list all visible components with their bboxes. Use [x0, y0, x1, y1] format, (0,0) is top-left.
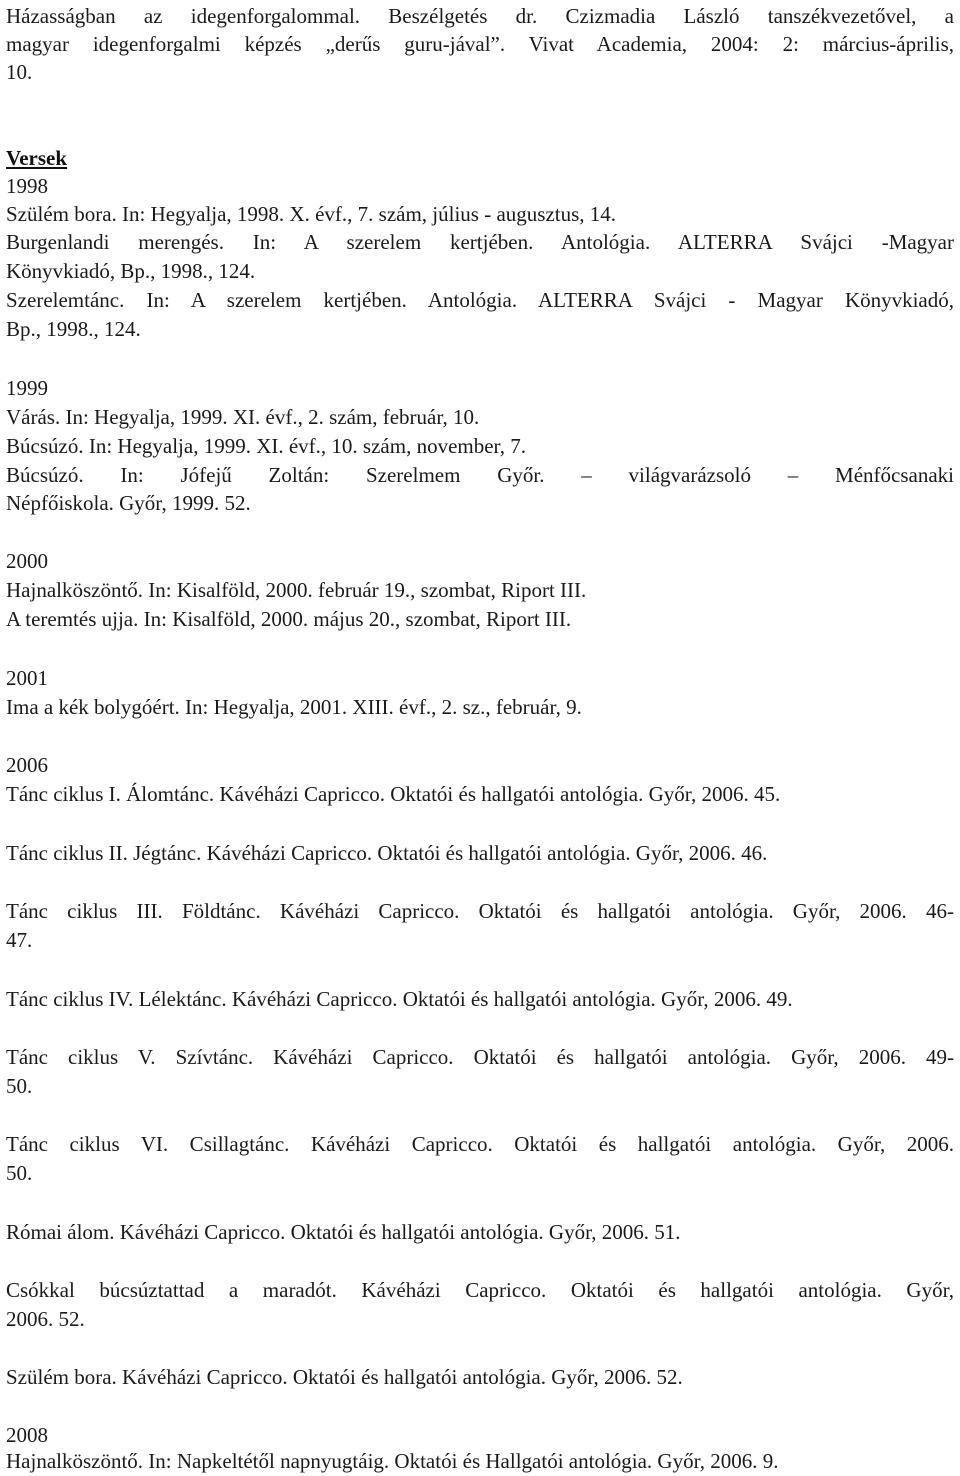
bibliography-entry: Római álom. Kávéházi Capricco. Oktatói és hallgatói antológia. Győr, 2006. 51.: [6, 1220, 681, 1244]
year-heading-2006: 2006: [6, 753, 48, 777]
bibliography-entry-continuation: 2006. 52.: [6, 1307, 85, 1331]
bibliography-entry: Tánc ciklus I. Álomtánc. Kávéházi Capricco. Oktatói és hallgatói antológia. Győr, 2006. 45.: [6, 782, 781, 806]
bibliography-entry-continuation: 50.: [6, 1074, 33, 1098]
year-heading-2001: 2001: [6, 666, 48, 690]
intro-line: Házasságban az idegenforgalommal. Beszélgetés dr. Czizmadia László tanszékvezetővel, a: [6, 4, 954, 28]
section-heading-versek: Versek: [6, 146, 68, 170]
bibliography-entry: Hajnalköszöntő. In: Kisalföld, 2000. február 19., szombat, Riport III.: [6, 578, 587, 602]
bibliography-entry: A teremtés ujja. In: Kisalföld, 2000. május 20., szombat, Riport III.: [6, 607, 572, 631]
bibliography-entry: Szerelemtánc. In: A szerelem kertjében. Antológia. ALTERRA Svájci - Magyar Könyvkiadó,: [6, 288, 954, 312]
bibliography-entry-continuation: 47.: [6, 928, 33, 952]
bibliography-entry: Búcsúzó. In: Jófejű Zoltán: Szerelmem Győr. – világvarázsoló – Ménfőcsanaki: [6, 463, 954, 487]
year-heading-1999: 1999: [6, 376, 48, 400]
bibliography-entry: Tánc ciklus VI. Csillagtánc. Kávéházi Capricco. Oktatói és hallgatói antológia. Győr, 2006.: [6, 1132, 954, 1156]
bibliography-entry-continuation: Népfőiskola. Győr, 1999. 52.: [6, 491, 251, 515]
bibliography-entry: Tánc ciklus V. Szívtánc. Kávéházi Capricco. Oktatói és hallgatói antológia. Győr, 2006. 49-: [6, 1045, 954, 1069]
intro-line: 10.: [6, 60, 33, 84]
bibliography-entry: Szülém bora. Kávéházi Capricco. Oktatói és hallgatói antológia. Győr, 2006. 52.: [6, 1365, 683, 1389]
bibliography-entry: Hajnalköszöntő. In: Napkeltétől napnyugtáig. Oktatói és Hallgatói antológia. Győr, 2006. 9.: [6, 1449, 779, 1473]
bibliography-entry: Csókkal búcsúztattad a maradót. Kávéházi Capricco. Oktatói és hallgatói antológia. Győr,: [6, 1278, 954, 1302]
bibliography-entry: Tánc ciklus III. Földtánc. Kávéházi Capricco. Oktatói és hallgatói antológia. Győr, 2006. 46-: [6, 899, 954, 923]
bibliography-entry-continuation: Bp., 1998., 124.: [6, 317, 141, 341]
bibliography-entry: Búcsúzó. In: Hegyalja, 1999. XI. évf., 10. szám, november, 7.: [6, 434, 526, 458]
bibliography-entry: Ima a kék bolygóért. In: Hegyalja, 2001. XIII. évf., 2. sz., február, 9.: [6, 695, 582, 719]
bibliography-entry: Burgenlandi merengés. In: A szerelem kertjében. Antológia. ALTERRA Svájci -Magyar: [6, 230, 954, 254]
bibliography-entry: Tánc ciklus IV. Lélektánc. Kávéházi Capricco. Oktatói és hallgatói antológia. Győr, 2006. 49.: [6, 987, 793, 1011]
year-heading-2008: 2008: [6, 1423, 48, 1447]
bibliography-entry-continuation: Könyvkiadó, Bp., 1998., 124.: [6, 259, 256, 283]
year-heading-1998: 1998: [6, 174, 48, 198]
year-heading-2000: 2000: [6, 549, 48, 573]
bibliography-entry: Tánc ciklus II. Jégtánc. Kávéházi Capricco. Oktatói és hallgatói antológia. Győr, 2006. 46.: [6, 841, 768, 865]
intro-line: magyar idegenforgalmi képzés „derűs guru-jával”. Vivat Academia, 2004: 2: március-április,: [6, 32, 954, 56]
bibliography-entry: Szülém bora. In: Hegyalja, 1998. X. évf., 7. szám, július - augusztus, 14.: [6, 202, 617, 226]
bibliography-entry-continuation: 50.: [6, 1161, 33, 1185]
bibliography-entry: Várás. In: Hegyalja, 1999. XI. évf., 2. szám, február, 10.: [6, 405, 480, 429]
